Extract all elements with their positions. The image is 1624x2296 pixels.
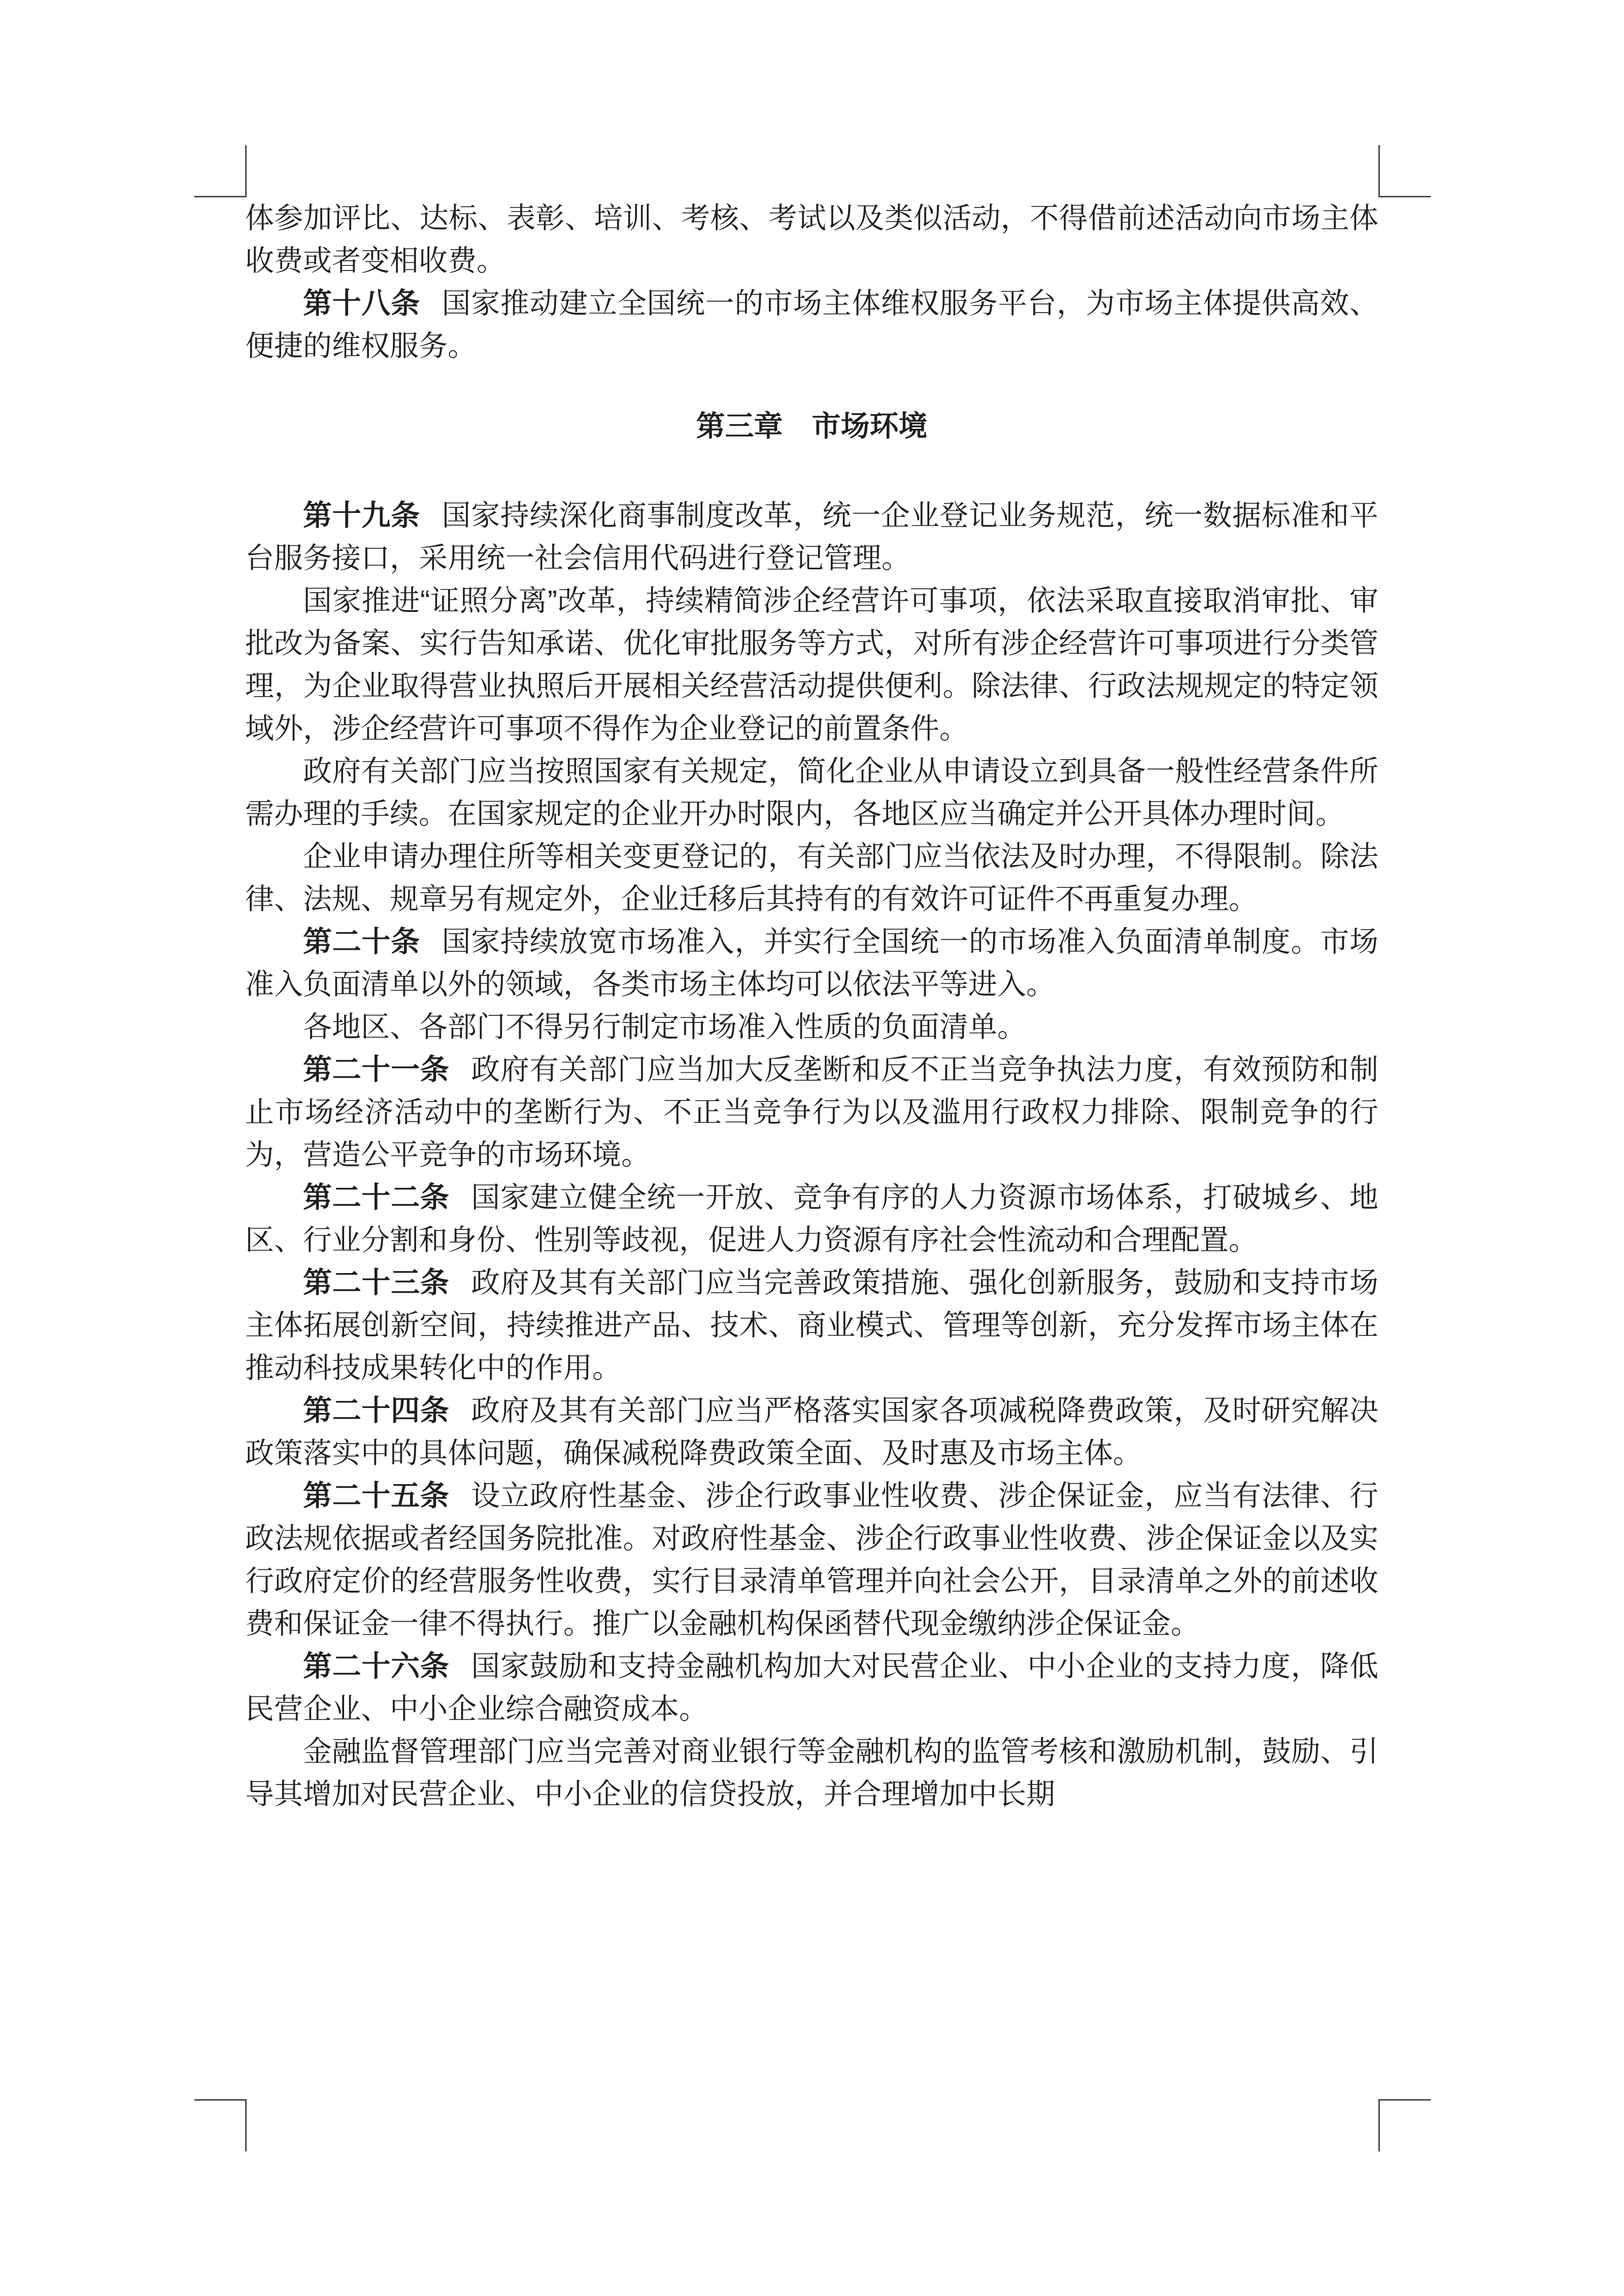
article-number: 第二十六条: [303, 1650, 450, 1683]
paragraph-text: 国家持续放宽市场准入，并实行全国统一的市场准入负面清单制度。市场准入负面清单以外的领域，各类市场主体均可以依法平等进入。: [245, 926, 1379, 1001]
paragraph: 国家推进“证照分离”改革，持续精简涉企经营许可事项，依法采取直接取消审批、审批改为备案、实行告知承诺、优化审批服务等方式，对所有涉企经营许可事项进行分类管理，为企业取得营业执照后开展相关经营活动提供便利。除法律、行政法规规定的特定领域外，涉企经营许可事项不得作为企业登记的前置条件。: [245, 585, 1378, 745]
paragraph: 体参加评比、达标、表彰、培训、考核、考试以及类似活动，不得借前述活动向市场主体收费或者变相收费。: [245, 202, 1378, 277]
paragraph-text: 政府及其有关部门应当严格落实国家各项减税降费政策，及时研究解决政策落实中的具体问题，确保减税降费政策全面、及时惠及市场主体。: [245, 1394, 1379, 1469]
paragraph: 金融监督管理部门应当完善对商业银行等金融机构的监管考核和激励机制，鼓励、引导其增加对民营企业、中小企业的信贷投放，并合理增加中长期: [245, 1735, 1378, 1810]
paragraph: [245, 282, 1378, 367]
paragraph: 政府有关部门应当按照国家有关规定，简化企业从申请设立到具备一般性经营条件所需办理的手续。在国家规定的企业开办时限内，各地区应当确定并公开具体办理时间。: [245, 755, 1378, 830]
paragraph: 各地区、各部门不得另行制定市场准入性质的负面清单。: [303, 1011, 1026, 1043]
paragraph: [245, 1048, 1378, 1176]
article-number: 第十九条: [303, 499, 420, 532]
article-number: 第二十五条: [303, 1480, 450, 1512]
paragraph: [245, 920, 1378, 1006]
document-body: [245, 197, 1378, 1815]
paragraph: [245, 1261, 1378, 1389]
article-number: 第二十一条: [303, 1053, 450, 1086]
paragraph: [245, 1389, 1378, 1475]
chapter-heading: 第三章 市场环境: [696, 410, 928, 442]
crop-mark-top-right: [1378, 145, 1431, 197]
crop-mark-bottom-right: [1378, 2099, 1431, 2151]
paragraph-text: 设立政府性基金、涉企行政事业性收费、涉企保证金，应当有法律、行政法规依据或者经国务院批准。对政府性基金、涉企行政事业性收费、涉企保证金以及实行政府定价的经营服务性收费，实行目录清单管理并向社会公开，目录清单之外的前述收费和保证金一律不得执行。推广以金融机构保函替代现金缴纳涉企保证金。: [245, 1480, 1379, 1640]
crop-mark-bottom-left: [194, 2099, 247, 2151]
article-number: 第二十四条: [303, 1394, 450, 1427]
paragraph: 企业申请办理住所等相关变更登记的，有关部门应当依法及时办理，不得限制。除法律、法规、规章另有规定外，企业迁移后其持有的有效许可证件不再重复办理。: [245, 840, 1378, 915]
article-number: 第二十二条: [303, 1181, 450, 1214]
crop-mark-top-left: [194, 145, 247, 197]
article-number: 第二十三条: [303, 1266, 450, 1299]
paragraph-text: 政府及其有关部门应当完善政策措施、强化创新服务，鼓励和支持市场主体拓展创新空间，持续推进产品、技术、商业模式、管理等创新，充分发挥市场主体在推动科技成果转化中的作用。: [245, 1266, 1379, 1384]
article-number: 第十八条: [303, 287, 420, 320]
paragraph: [245, 1176, 1378, 1261]
paragraph-text: 政府有关部门应当加大反垄断和反不正当竞争执法力度，有效预防和制止市场经济活动中的垄断行为、不正当竞争行为以及滥用行政权力排除、限制竞争的行为，营造公平竞争的市场环境。: [245, 1053, 1379, 1171]
paragraph: [245, 494, 1378, 579]
paragraph: [245, 1645, 1378, 1730]
paragraph-text: 国家建立健全统一开放、竞争有序的人力资源市场体系，打破城乡、地区、行业分割和身份、性别等歧视，促进人力资源有序社会性流动和合理配置。: [245, 1181, 1379, 1256]
paragraph-text: 国家推动建立全国统一的市场主体维权服务平台，为市场主体提供高效、便捷的维权服务。: [245, 287, 1379, 362]
paragraph-text: 国家鼓励和支持金融机构加大对民营企业、中小企业的支持力度，降低民营企业、中小企业综合融资成本。: [245, 1650, 1379, 1725]
paragraph-text: 国家持续深化商事制度改革，统一企业登记业务规范，统一数据标准和平台服务接口，采用统一社会信用代码进行登记管理。: [245, 499, 1379, 574]
article-number: 第二十条: [303, 926, 420, 958]
paragraph: [245, 1475, 1378, 1645]
